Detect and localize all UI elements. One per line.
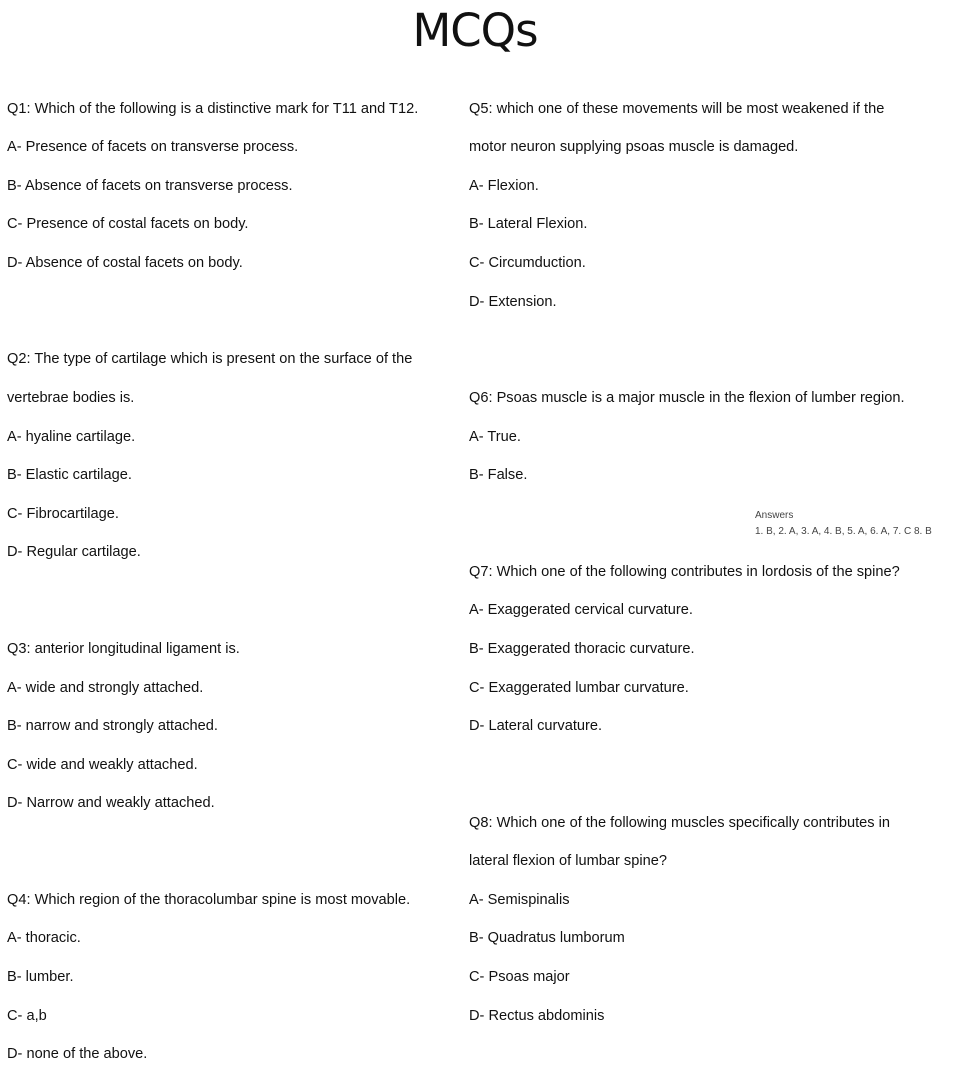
slide-title: MCQs (412, 4, 538, 57)
option-d: D- Narrow and weakly attached. (7, 795, 215, 812)
question-text: Q4: Which region of the thoracolumbar spine is most movable. (7, 891, 411, 908)
option-b: B- False. (469, 467, 528, 484)
option-d: D- Lateral curvature. (469, 718, 603, 735)
option-b: B- lumber. (7, 968, 74, 985)
option-a: A- Presence of facets on transverse process. (7, 139, 299, 156)
option-a: A- True. (469, 428, 521, 445)
question-text-line-1: Q8: Which one of the following muscles specifically contributes in (469, 814, 890, 831)
question-2 (7, 331, 465, 582)
option-d: D- Extension. (469, 293, 557, 310)
option-c: C- wide and weakly attached. (7, 756, 198, 773)
option-c: C- Exaggerated lumbar curvature. (469, 679, 689, 696)
option-d: D- Rectus abdominis (469, 1007, 605, 1024)
option-b: B- Lateral Flexion. (469, 216, 588, 233)
option-c: C- Presence of costal facets on body. (7, 216, 249, 233)
option-d: D- Absence of costal facets on body. (7, 254, 243, 271)
option-a: A- Exaggerated cervical curvature. (469, 602, 693, 619)
option-d: D- Regular cartilage. (7, 544, 141, 561)
question-5 (469, 80, 953, 331)
question-4 (7, 871, 465, 1080)
question-3 (7, 621, 465, 833)
option-c: C- Psoas major (469, 968, 570, 985)
question-text-line-1: Q5: which one of these movements will be most weakened if the (469, 100, 885, 117)
option-b: B- Absence of facets on transverse process. (7, 177, 293, 194)
question-8 (469, 794, 953, 1045)
option-a: A- thoracic. (7, 930, 81, 947)
option-b: B- Exaggerated thoracic curvature. (469, 640, 695, 657)
option-d: D- none of the above. (7, 1046, 148, 1063)
answer-key-heading: Answers (755, 510, 794, 521)
question-1 (7, 80, 465, 292)
question-text-line-2: vertebrae bodies is. (7, 390, 135, 407)
option-b: B- narrow and strongly attached. (7, 718, 218, 735)
option-a: A- Semispinalis (469, 891, 570, 908)
option-a: A- wide and strongly attached. (7, 679, 204, 696)
question-text: Q6: Psoas muscle is a major muscle in the flexion of lumber region. (469, 390, 905, 407)
question-text-line-2: motor neuron supplying psoas muscle is damaged. (469, 139, 799, 156)
option-b: B- Quadratus lumborum (469, 930, 625, 947)
question-text: Q3: anterior longitudinal ligament is. (7, 640, 240, 657)
question-7 (469, 543, 953, 755)
question-6 (469, 370, 953, 505)
option-c: C- a,b (7, 1007, 47, 1024)
option-c: C- Circumduction. (469, 254, 586, 271)
option-b: B- Elastic cartilage. (7, 467, 132, 484)
option-a: A- Flexion. (469, 177, 539, 194)
option-a: A- hyaline cartilage. (7, 428, 136, 445)
answer-key (755, 508, 932, 540)
answer-key-text: 1. B, 2. A, 3. A, 4. B, 5. A, 6. A, 7. C 8. B (755, 526, 932, 537)
question-text: Q1: Which of the following is a distinctive mark for T11 and T12. (7, 100, 419, 117)
question-text: Q7: Which one of the following contributes in lordosis of the spine? (469, 563, 900, 580)
right-column (469, 61, 953, 1080)
left-column (7, 61, 465, 1080)
question-text-line-2: lateral flexion of lumbar spine? (469, 853, 667, 870)
question-text-line-1: Q2: The type of cartilage which is present on the surface of the (7, 351, 413, 368)
option-c: C- Fibrocartilage. (7, 505, 119, 522)
